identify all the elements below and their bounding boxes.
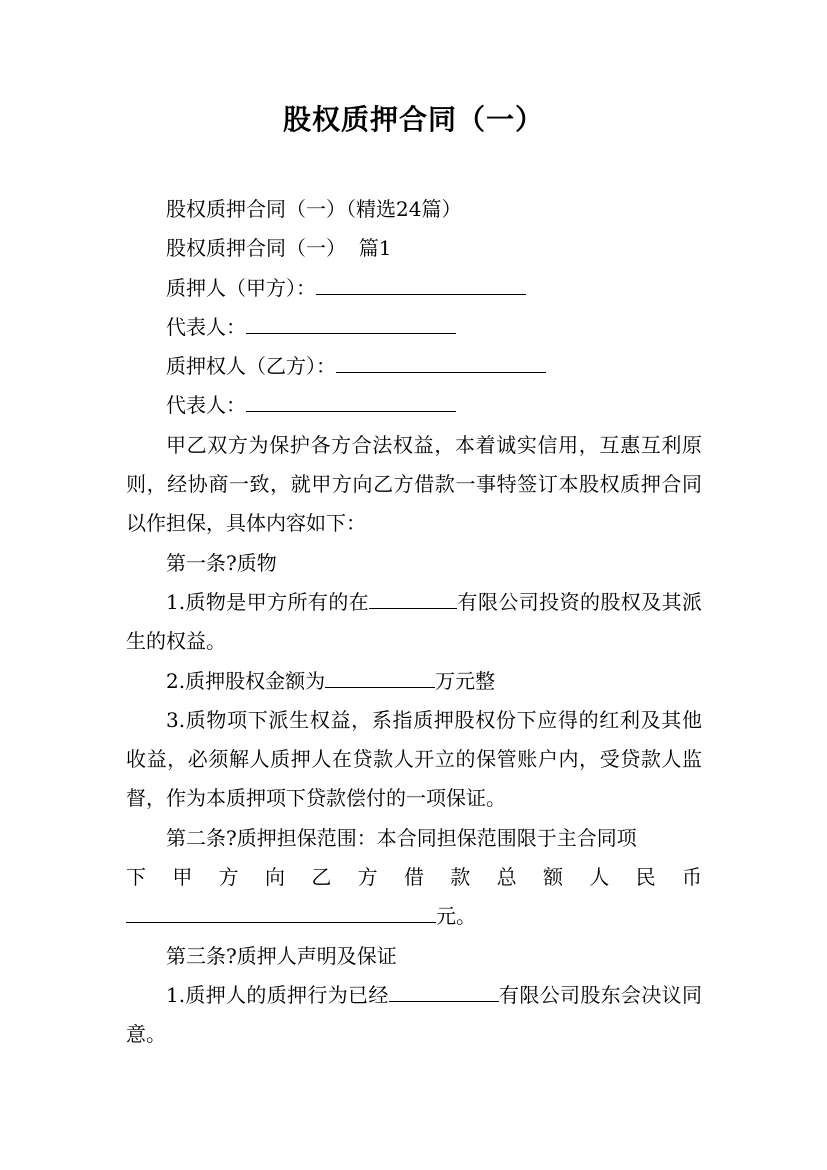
representative-label-1: 代表人： xyxy=(166,314,246,339)
company-blank-2 xyxy=(389,980,499,1002)
article-3-item-1-text-b: 有限公司股东会决议同意。 xyxy=(126,982,702,1047)
representative-line-2 xyxy=(126,386,702,425)
spread-char: 下 xyxy=(126,865,146,890)
representative-line-1 xyxy=(126,308,702,347)
article-2-spread-line xyxy=(126,858,702,897)
spread-char: 方 xyxy=(218,865,239,890)
article-3-item-1-text-a: 1.质押人的质押行为已经 xyxy=(166,982,389,1007)
article-1-heading: 第一条?质物 xyxy=(166,550,277,575)
company-blank-1 xyxy=(369,587,457,609)
spread-char: 甲 xyxy=(172,865,193,890)
item-1-text-b: 有限公司投资的股权及其派生的权益。 xyxy=(126,589,702,654)
spread-char: 款 xyxy=(450,865,471,890)
representative-label-2: 代表人： xyxy=(166,393,246,418)
pledgee-line xyxy=(126,347,702,386)
representative-blank-2 xyxy=(246,390,456,412)
article-1-item-2 xyxy=(126,662,702,701)
spread-char: 向 xyxy=(264,865,285,890)
pledgor-blank xyxy=(316,273,526,295)
subtitle-text: 股权质押合同（一）（精选24篇） xyxy=(166,197,462,221)
document-title: 股权质押合同（一） xyxy=(282,103,544,136)
spread-char: 借 xyxy=(403,865,424,890)
article-2-total-line xyxy=(126,897,702,936)
spread-char: 人 xyxy=(589,865,610,890)
item-2-text-a: 2.质押股权金额为 xyxy=(166,668,326,693)
spread-char: 额 xyxy=(542,865,563,890)
article-3-heading: 第三条?质押人声明及保证 xyxy=(166,943,397,968)
article-1-item-1 xyxy=(126,583,702,662)
item-2-text-b: 万元整 xyxy=(435,668,496,693)
amount-blank xyxy=(325,666,435,688)
section-heading-text: 股权质押合同（一） 篇1 xyxy=(166,236,392,261)
total-amount-blank xyxy=(126,901,436,923)
spread-char: 方 xyxy=(357,865,378,890)
document-body xyxy=(126,190,702,1055)
pledgee-label: 质押权人（乙方）： xyxy=(166,354,336,379)
preamble-paragraph: 甲乙双方为保护各方合法权益，本着诚实信用，互惠互利原则，经协商一致，就甲方向乙方借款一事特签订本股权质押合同以作担保，具体内容如下： xyxy=(126,432,702,536)
representative-blank-1 xyxy=(246,312,456,334)
spread-char: 币 xyxy=(681,865,702,890)
pledgor-label: 质押人（甲方）： xyxy=(166,275,316,300)
spread-char: 民 xyxy=(635,865,656,890)
article-2-paragraph: 第二条?质押担保范围：本合同担保范围限于主合同项 xyxy=(166,825,637,850)
article-3-item-1 xyxy=(126,976,702,1055)
spread-char: 乙 xyxy=(311,865,332,890)
pledgor-line xyxy=(126,269,702,308)
article-2-end-text: 元。 xyxy=(436,904,476,929)
pledgee-blank xyxy=(336,351,546,373)
spread-char: 总 xyxy=(496,865,517,890)
section-heading xyxy=(126,229,702,268)
item-1-text-a: 1.质物是甲方所有的在 xyxy=(166,589,370,614)
article-1-item-3: 3.质物项下派生权益，系指质押股权份下应得的红利及其他收益，必须解人质押人在贷款人开立的保管账户内，受贷款人监督，作为本质押项下贷款偿付的一项保证。 xyxy=(126,707,702,811)
subtitle-line xyxy=(126,190,702,229)
